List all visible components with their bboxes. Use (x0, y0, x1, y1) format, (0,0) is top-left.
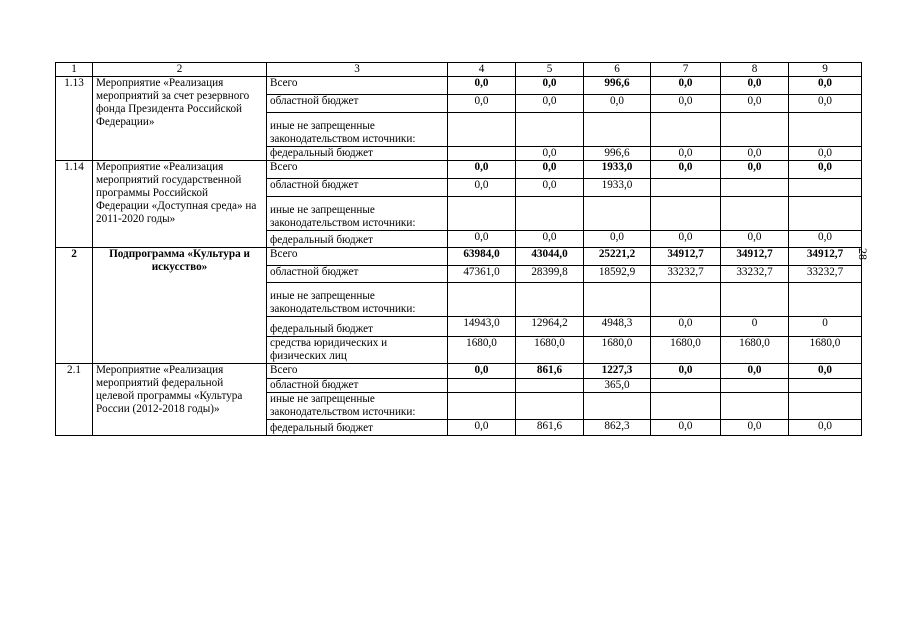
value-cell: 0,0 (721, 364, 789, 379)
source-label: иные не запрещенные законодательством источники: (267, 113, 448, 147)
value-cell (789, 393, 862, 420)
source-label: областной бюджет (267, 95, 448, 113)
value-cell: 12964,2 (516, 317, 584, 337)
value-cell: 33232,7 (789, 266, 862, 283)
value-cell: 0,0 (448, 161, 516, 179)
value-cell: 0,0 (651, 161, 721, 179)
value-cell (721, 393, 789, 420)
value-cell (651, 393, 721, 420)
row-number: 2.1 (56, 364, 93, 436)
value-cell: 0 (789, 317, 862, 337)
value-cell (721, 379, 789, 393)
header-cell: 3 (267, 63, 448, 77)
value-cell: 1227,3 (584, 364, 651, 379)
header-cell: 1 (56, 63, 93, 77)
source-label: иные не запрещенные законодательством источники: (267, 283, 448, 317)
header-cell: 2 (93, 63, 267, 77)
value-cell: 34912,7 (721, 248, 789, 266)
value-cell (584, 283, 651, 317)
value-cell: 0,0 (516, 77, 584, 95)
value-cell (448, 379, 516, 393)
activity-title: Мероприятие «Реализация мероприятий федеральной целевой программы «Культура России (2012-2018 годы)» (93, 364, 267, 436)
value-cell: 862,3 (584, 420, 651, 436)
header-cell: 8 (721, 63, 789, 77)
value-cell: 0,0 (584, 95, 651, 113)
value-cell: 43044,0 (516, 248, 584, 266)
value-cell: 0,0 (651, 317, 721, 337)
table-row (56, 161, 862, 179)
value-cell (651, 197, 721, 231)
source-label: Всего (267, 77, 448, 95)
source-label: Всего (267, 161, 448, 179)
value-cell: 0,0 (584, 231, 651, 248)
value-cell: 0,0 (789, 364, 862, 379)
header-row (56, 63, 862, 77)
value-cell (651, 113, 721, 147)
value-cell (516, 197, 584, 231)
value-cell (448, 113, 516, 147)
value-cell: 1680,0 (448, 337, 516, 364)
value-cell (448, 197, 516, 231)
value-cell: 0,0 (448, 420, 516, 436)
value-cell: 996,6 (584, 147, 651, 161)
budget-table (55, 62, 862, 436)
value-cell: 0,0 (721, 420, 789, 436)
value-cell: 0,0 (721, 231, 789, 248)
value-cell (721, 179, 789, 197)
value-cell: 1680,0 (584, 337, 651, 364)
value-cell: 0,0 (651, 364, 721, 379)
value-cell (516, 113, 584, 147)
value-cell (448, 283, 516, 317)
value-cell: 34912,7 (651, 248, 721, 266)
value-cell: 1680,0 (789, 337, 862, 364)
source-label: областной бюджет (267, 379, 448, 393)
source-label: федеральный бюджет (267, 420, 448, 436)
value-cell (651, 179, 721, 197)
value-cell: 0,0 (516, 147, 584, 161)
value-cell (651, 379, 721, 393)
value-cell: 14943,0 (448, 317, 516, 337)
source-label: областной бюджет (267, 266, 448, 283)
source-label: федеральный бюджет (267, 147, 448, 161)
value-cell: 0,0 (448, 95, 516, 113)
value-cell: 861,6 (516, 364, 584, 379)
value-cell: 0,0 (789, 161, 862, 179)
value-cell: 0,0 (651, 77, 721, 95)
value-cell: 34912,7 (789, 248, 862, 266)
table-row (56, 77, 862, 95)
value-cell (516, 393, 584, 420)
value-cell: 0,0 (448, 179, 516, 197)
source-label: средства юридических и физических лиц (267, 337, 448, 364)
value-cell: 0,0 (721, 95, 789, 113)
page-number: 28 (856, 248, 870, 260)
value-cell: 1933,0 (584, 161, 651, 179)
activity-title: Подпрограмма «Культура и искусство» (93, 248, 267, 364)
value-cell: 1933,0 (584, 179, 651, 197)
value-cell (789, 179, 862, 197)
source-label: иные не запрещенные законодательством источники: (267, 197, 448, 231)
value-cell (651, 283, 721, 317)
value-cell: 0,0 (721, 77, 789, 95)
source-label: федеральный бюджет (267, 231, 448, 248)
value-cell: 0,0 (651, 147, 721, 161)
value-cell (721, 113, 789, 147)
value-cell: 0,0 (789, 231, 862, 248)
value-cell: 0,0 (448, 77, 516, 95)
value-cell: 0,0 (789, 77, 862, 95)
value-cell (448, 393, 516, 420)
value-cell (584, 197, 651, 231)
activity-title: Мероприятие «Реализация мероприятий за счет резервного фонда Президента Российской Федерации» (93, 77, 267, 161)
value-cell: 1680,0 (516, 337, 584, 364)
value-cell: 365,0 (584, 379, 651, 393)
source-label: областной бюджет (267, 179, 448, 197)
value-cell: 0,0 (516, 95, 584, 113)
value-cell: 0,0 (448, 231, 516, 248)
table-row (56, 364, 862, 379)
value-cell: 33232,7 (651, 266, 721, 283)
value-cell: 0,0 (789, 420, 862, 436)
value-cell: 1680,0 (651, 337, 721, 364)
value-cell (584, 113, 651, 147)
value-cell (448, 147, 516, 161)
value-cell (516, 379, 584, 393)
row-number: 2 (56, 248, 93, 364)
value-cell: 63984,0 (448, 248, 516, 266)
table-row (56, 248, 862, 266)
value-cell: 0,0 (721, 147, 789, 161)
value-cell (789, 197, 862, 231)
value-cell (789, 379, 862, 393)
header-cell: 5 (516, 63, 584, 77)
value-cell: 28399,8 (516, 266, 584, 283)
value-cell: 4948,3 (584, 317, 651, 337)
value-cell: 0,0 (516, 161, 584, 179)
value-cell: 0,0 (448, 364, 516, 379)
value-cell: 25221,2 (584, 248, 651, 266)
value-cell (789, 113, 862, 147)
value-cell: 1680,0 (721, 337, 789, 364)
source-label: федеральный бюджет (267, 317, 448, 337)
value-cell (789, 283, 862, 317)
source-label: Всего (267, 364, 448, 379)
header-cell: 4 (448, 63, 516, 77)
value-cell (516, 283, 584, 317)
value-cell (721, 197, 789, 231)
row-number: 1.14 (56, 161, 93, 248)
value-cell: 0,0 (651, 95, 721, 113)
value-cell: 47361,0 (448, 266, 516, 283)
header-cell: 6 (584, 63, 651, 77)
value-cell: 0,0 (516, 179, 584, 197)
source-label: Всего (267, 248, 448, 266)
value-cell: 0,0 (789, 147, 862, 161)
header-cell: 7 (651, 63, 721, 77)
value-cell: 861,6 (516, 420, 584, 436)
value-cell: 0,0 (651, 420, 721, 436)
value-cell: 18592,9 (584, 266, 651, 283)
value-cell: 33232,7 (721, 266, 789, 283)
activity-title: Мероприятие «Реализация мероприятий государственной программы Российской Федерации «Доступная среда» на 2011-2020 годы» (93, 161, 267, 248)
value-cell (584, 393, 651, 420)
header-cell: 9 (789, 63, 862, 77)
value-cell: 0,0 (789, 95, 862, 113)
value-cell: 0,0 (721, 161, 789, 179)
value-cell: 996,6 (584, 77, 651, 95)
row-number: 1.13 (56, 77, 93, 161)
source-label: иные не запрещенные законодательством источники: (267, 393, 448, 420)
value-cell: 0 (721, 317, 789, 337)
value-cell: 0,0 (651, 231, 721, 248)
value-cell: 0,0 (516, 231, 584, 248)
value-cell (721, 283, 789, 317)
